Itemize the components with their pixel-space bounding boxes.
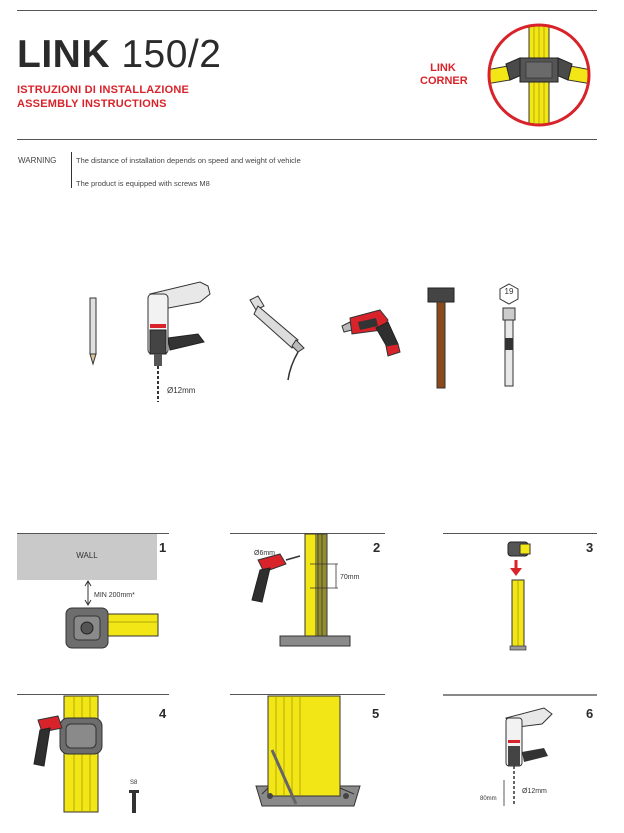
- warning-divider: [71, 152, 72, 188]
- caulking-gun-icon: [246, 296, 310, 382]
- subtitle-english: ASSEMBLY INSTRUCTIONS: [17, 98, 167, 110]
- subtitle-italian: ISTRUZIONI DI INSTALLAZIONE: [17, 84, 190, 96]
- step-1-distance-label: MIN 200mm*: [94, 592, 135, 599]
- corner-label-line1: LINK: [430, 62, 456, 74]
- step-1-number: 1: [159, 540, 167, 555]
- step-6-number: 6: [586, 706, 594, 721]
- step-2-number: 2: [373, 540, 381, 555]
- step-6-depth-label: 80mm: [480, 796, 497, 802]
- warning-label: WARNING: [18, 156, 57, 165]
- step-6-drill-label: Ø12mm: [522, 788, 547, 795]
- step-2-drill-label: Ø6mm: [254, 550, 275, 557]
- step-5-rule: [230, 694, 385, 695]
- step-6-rule: [443, 694, 597, 696]
- pencil-icon: [86, 296, 100, 366]
- step-2-spacing-label: 70mm: [340, 574, 360, 581]
- header-bottom-rule: [17, 139, 597, 140]
- step-3-rule: [443, 533, 597, 534]
- warning-line-2: The product is equipped with screws M8: [76, 179, 210, 188]
- wrench-size-label: 19: [504, 287, 514, 296]
- link-corner-illustration: [486, 22, 592, 128]
- product-name: LINK: [17, 33, 110, 76]
- step-4-rule: [17, 694, 169, 695]
- page-title: [17, 33, 221, 77]
- corner-label-line2: CORNER: [420, 75, 468, 87]
- step-5-illustration: [252, 696, 364, 812]
- step-4-screw-label: S8: [130, 780, 138, 786]
- step-3-illustration: [500, 538, 536, 654]
- step-1-illustration: [60, 580, 160, 650]
- drill-bit-label: Ø12mm: [167, 386, 196, 395]
- cordless-screwdriver-icon: [336, 300, 402, 360]
- socket-wrench-icon: [494, 282, 524, 390]
- step-4-number: 4: [159, 706, 167, 721]
- warning-line-1: The distance of installation depends on speed and weight of vehicle: [76, 156, 301, 165]
- step-3-number: 3: [586, 540, 594, 555]
- top-rule: [17, 10, 597, 11]
- hammer-drill-icon: [140, 272, 216, 404]
- step-5-number: 5: [372, 706, 380, 721]
- step-1-wall-label: WALL: [76, 551, 98, 560]
- screw-icon: [129, 790, 139, 814]
- product-model: 150/2: [121, 33, 222, 76]
- sledgehammer-icon: [424, 284, 458, 390]
